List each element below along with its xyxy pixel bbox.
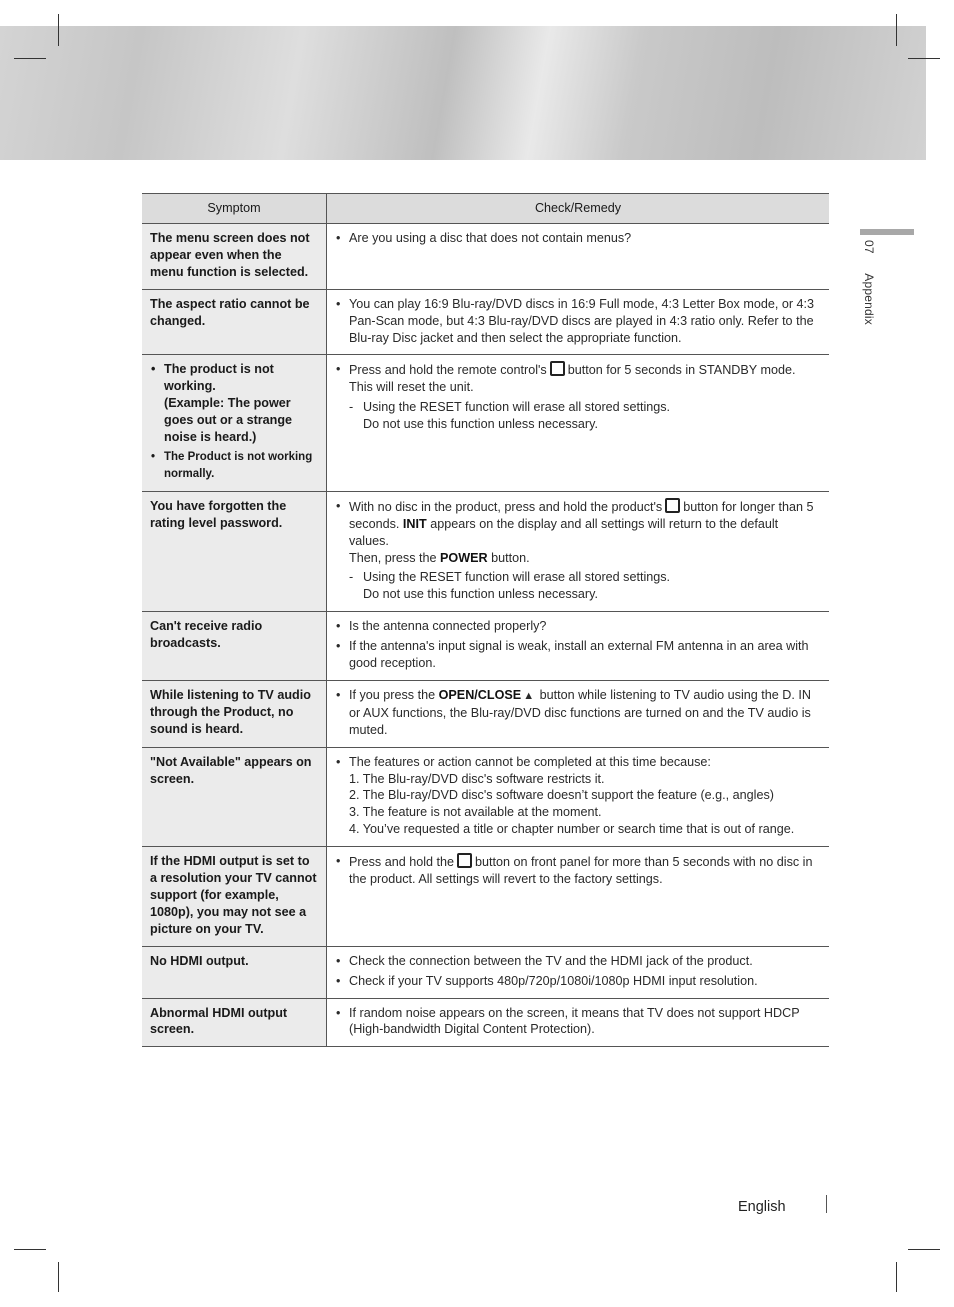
troubleshooting-table [142, 193, 829, 1047]
remedy-item [349, 754, 821, 839]
chapter-title: Appendix [862, 273, 876, 325]
crop-mark [14, 58, 46, 59]
remedy-text: button. [491, 550, 530, 565]
remedy-cell [327, 998, 830, 1047]
eject-icon: ▲ [523, 689, 535, 702]
crop-mark [908, 1249, 940, 1250]
remedy-cell [327, 289, 830, 355]
remedy-cell [327, 946, 830, 998]
reason-item: 2. The Blu-ray/DVD disc's software doesn’t support the feature (e.g., angles) [349, 788, 774, 803]
note-text: Do not use this function unless necessary. [363, 587, 598, 602]
remedy-text: button for 5 seconds in STANDBY mode. This will reset the unit. [349, 363, 796, 395]
table-row [142, 224, 829, 290]
remedy-item [349, 853, 821, 888]
symptom-cell: "Not Available" appears on screen. [142, 747, 327, 847]
symptom-item [164, 361, 318, 446]
reason-item: 4. You’ve requested a title or chapter number or search time that is out of range. [349, 822, 795, 837]
symptom-cell: You have forgotten the rating level password. [142, 491, 327, 611]
symptom-cell: If the HDMI output is set to a resolution your TV cannot support (for example, 1080p), you may not see a picture on your TV. [142, 847, 327, 947]
table-header-row [142, 194, 829, 224]
table-row [142, 355, 829, 491]
remedy-item: • If random noise appears on the screen, it means that TV does not support HDCP (High-bandwidth Digital Content Protection). [349, 1005, 821, 1039]
table-row [142, 847, 829, 947]
remedy-item [349, 498, 821, 567]
remedy-item: • Is the antenna connected properly? [349, 618, 821, 635]
footer-language: English [738, 1199, 786, 1215]
remedy-text: Then, press the [349, 550, 437, 565]
remedy-note [349, 399, 821, 433]
symptom-cell: While listening to TV audio through the Product, no sound is heard. [142, 680, 327, 747]
remedy-item: • If the antenna's input signal is weak, install an external FM antenna in an area with good reception. [349, 638, 821, 672]
remedy-item: • Check if your TV supports 480p/720p/1080i/1080p HDMI input resolution. [349, 973, 821, 990]
remedy-text: If you press the [349, 687, 436, 702]
remedy-cell [327, 847, 830, 947]
chapter-side-label [862, 240, 876, 325]
remedy-item: • Are you using a disc that does not contain menus? [349, 230, 821, 247]
remedy-text: button for longer than 5 seconds. [349, 499, 814, 531]
remedy-item [349, 361, 821, 396]
stop-button-icon [550, 361, 565, 376]
reason-item: 3. The feature is not available at the moment. [349, 805, 602, 820]
remedy-cell [327, 747, 830, 847]
remedy-text: Press and hold the [349, 855, 455, 870]
remedy-cell [327, 612, 830, 681]
remedy-text: button on front panel for more than 5 seconds with no disc in the product. All settings will revert to the factory settings. [349, 855, 813, 887]
symptom-cell: Abnormal HDMI output screen. [142, 998, 327, 1047]
remedy-text: With no disc in the product, press and hold the product's [349, 499, 663, 514]
remedy-cell [327, 224, 830, 290]
symptom-cell: No HDMI output. [142, 946, 327, 998]
init-label: INIT [402, 516, 427, 531]
note-text: Do not use this function unless necessary. [363, 417, 598, 432]
open-close-label: OPEN/CLOSE [438, 687, 522, 702]
crop-mark [896, 1262, 897, 1292]
symptom-cell: Can't receive radio broadcasts. [142, 612, 327, 681]
note-text: Using the RESET function will erase all stored settings. [363, 400, 671, 415]
remedy-cell [327, 680, 830, 747]
power-label: POWER [440, 550, 488, 565]
remedy-cell [327, 491, 830, 611]
symptom-text: The product is not working. [164, 362, 274, 394]
remedy-cell [327, 355, 830, 491]
crop-mark [58, 14, 59, 46]
crop-mark [896, 14, 897, 46]
symptom-example: (Example: The power goes out or a strange noise is heard.) [164, 396, 293, 445]
crop-mark [58, 1262, 59, 1292]
header-symptom: Symptom [142, 194, 327, 224]
remedy-item [349, 687, 821, 739]
note-text: Using the RESET function will erase all stored settings. [363, 570, 671, 585]
table-row [142, 612, 829, 681]
remedy-text: appears on the display and all settings will return to the default values. [349, 516, 779, 548]
remedy-note [349, 569, 821, 603]
header-banner [0, 26, 926, 160]
symptom-cell: The aspect ratio cannot be changed. [142, 289, 327, 355]
table-row [142, 680, 829, 747]
chapter-tab-bar [860, 229, 914, 235]
header-check-remedy: Check/Remedy [327, 194, 830, 224]
reason-item: 1. The Blu-ray/DVD disc's software restricts it. [349, 771, 605, 786]
footer-divider [826, 1195, 827, 1213]
stop-button-icon [665, 498, 680, 513]
symptom-cell: The menu screen does not appear even when the menu function is selected. [142, 224, 327, 290]
remedy-item: • Check the connection between the TV and the HDMI jack of the product. [349, 953, 821, 970]
remedy-text: • The features or action cannot be completed at this time because: [349, 754, 711, 769]
symptom-cell [142, 355, 327, 491]
crop-mark [14, 1249, 46, 1250]
table-row [142, 289, 829, 355]
table-row [142, 747, 829, 847]
symptom-item: • The Product is not working normally. [164, 449, 318, 483]
remedy-text: Press and hold the remote control's [349, 363, 547, 378]
crop-mark [908, 58, 940, 59]
remedy-item: • You can play 16:9 Blu-ray/DVD discs in 16:9 Full mode, 4:3 Letter Box mode, or 4:3 Pan-Scan mode, but 4:3 Blu-ray/DVD discs are played in 4:3 ratio only. Refer to the Blu-ray Disc jacket and then select the appropriate function. [349, 296, 821, 347]
remedy-text: button while listening to TV audio using the D. IN or AUX functions, the Blu-ray/DVD disc functions are turned on and the TV audio is muted. [349, 687, 811, 737]
table-row [142, 998, 829, 1047]
stop-button-icon [457, 853, 472, 868]
chapter-number: 07 [862, 240, 876, 254]
table-row [142, 491, 829, 611]
table-row [142, 946, 829, 998]
